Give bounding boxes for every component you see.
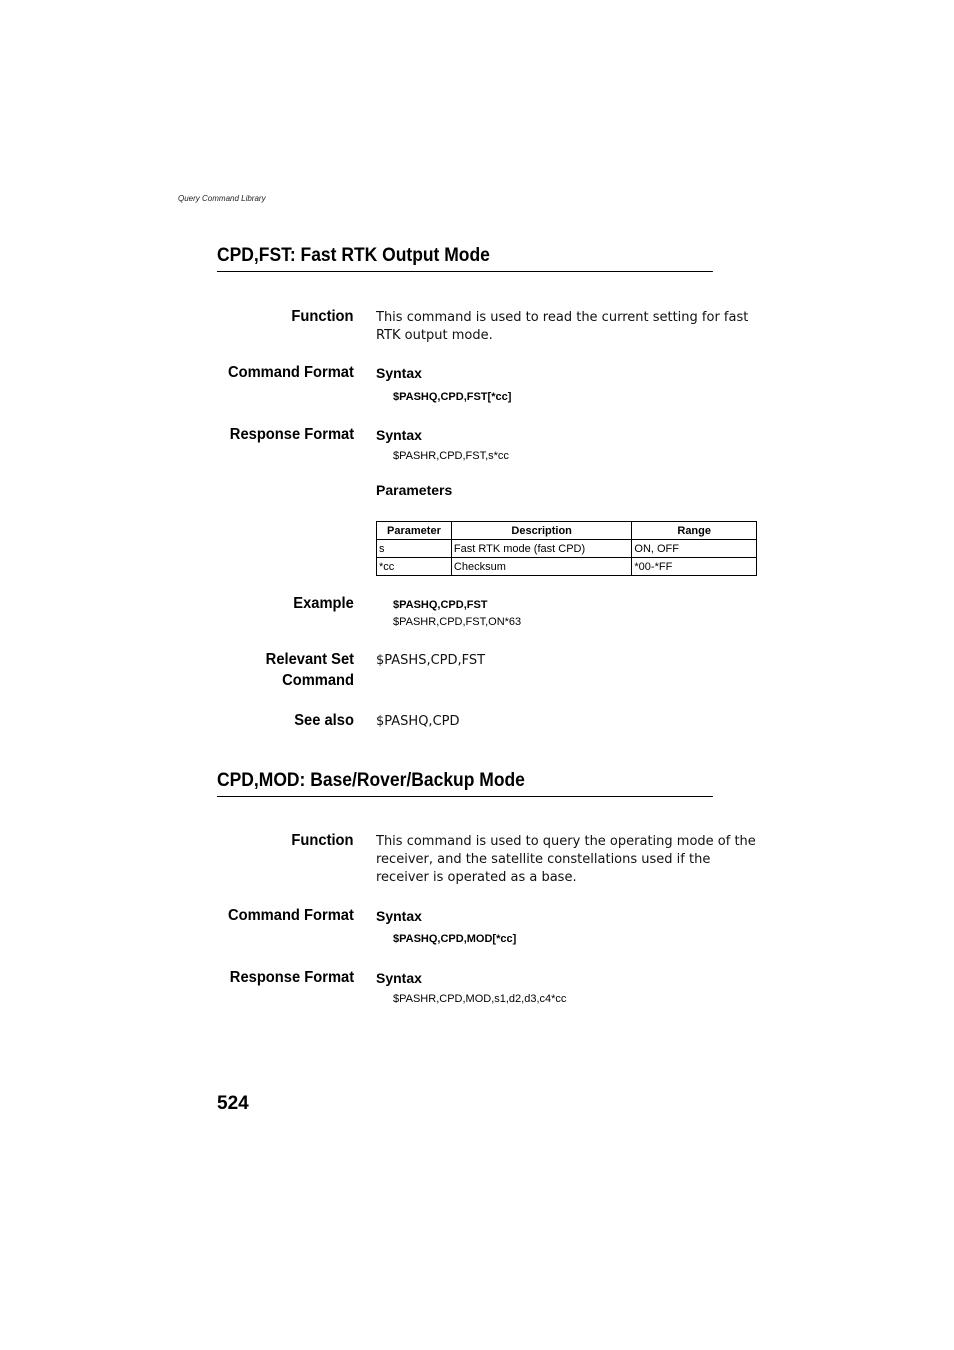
table-header-cell: Range [632,522,757,540]
parameters-table [376,521,757,576]
table-row [377,540,757,558]
response-format-label: Response Format [229,426,354,443]
command-format-label: Command Format [228,907,354,924]
table-cell: Fast RTK mode (fast CPD) [451,540,631,558]
relevant-set-label [266,649,354,691]
parameters-heading: Parameters [376,482,453,498]
command-syntax-heading: Syntax [376,365,422,381]
running-header: Query Command Library [178,194,266,203]
example-response: $PASHR,CPD,FST,ON*63 [393,616,522,628]
table-header-cell: Description [451,522,631,540]
command-syntax-heading: Syntax [376,908,422,924]
table-cell: s [377,540,452,558]
table-cell: Checksum [451,558,631,576]
table-cell: *00-*FF [632,558,757,576]
response-syntax: $PASHR,CPD,FST,s*cc [393,450,509,462]
page-number: 524 [217,1093,249,1114]
function-label: Function [291,832,354,849]
example-label: Example [293,595,354,612]
response-syntax-heading: Syntax [376,427,422,443]
response-syntax: $PASHR,CPD,MOD,s1,d2,d3,c4*cc [393,993,567,1005]
section-title-cpd-fst: CPD,FST: Fast RTK Output Mode [217,245,713,272]
table-header-row [377,522,757,540]
table-cell: *cc [377,558,452,576]
see-also-label: See also [294,712,354,729]
response-format-label: Response Format [229,969,354,986]
function-label: Function [291,308,354,325]
relevant-set-value: $PASHS,CPD,FST [376,653,486,668]
section-title-cpd-mod: CPD,MOD: Base/Rover/Backup Mode [217,770,713,797]
table-row [377,558,757,576]
command-syntax: $PASHQ,CPD,MOD[*cc] [393,933,517,945]
relevant-set-label-line1: Relevant Set [265,651,354,668]
command-format-label: Command Format [228,364,354,381]
table-cell: ON, OFF [632,540,757,558]
relevant-set-label-line2: Command [282,672,354,689]
table-header-cell: Parameter [377,522,452,540]
see-also-value: $PASHQ,CPD [376,714,460,729]
function-description: This command is used to read the current setting for fast RTK output mode. [376,310,749,343]
response-syntax-heading: Syntax [376,970,422,986]
function-description: This command is used to query the operating mode of the receiver, and the satellite constellations used if the receiver is operated as a base. [376,834,756,885]
example-command: $PASHQ,CPD,FST [393,599,488,611]
command-syntax: $PASHQ,CPD,FST[*cc] [393,391,512,403]
